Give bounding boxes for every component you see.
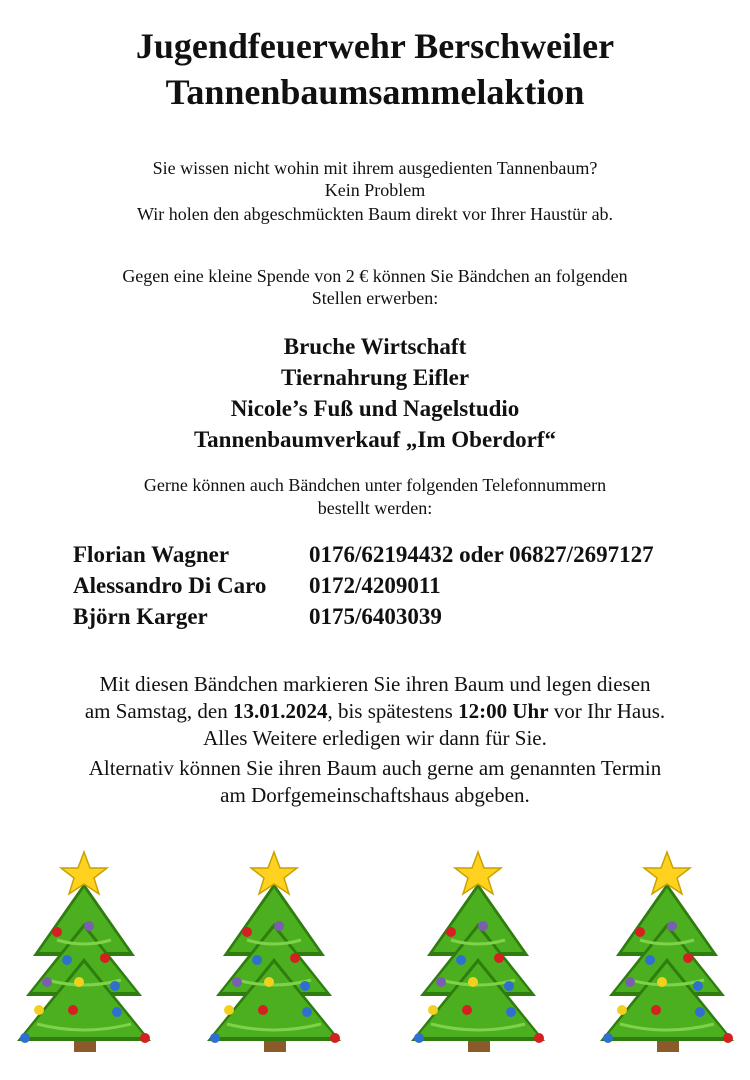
phone-intro-line-2: bestellt werden: xyxy=(317,498,433,518)
intro-line-1: Sie wissen nicht wohin mit ihrem ausgedienten Tannenbaum? xyxy=(152,158,598,178)
page-title: Jugendfeuerwehr Berschweiler xyxy=(135,26,615,66)
donation-line-2: Stellen erwerben: xyxy=(311,288,439,308)
contact-phone: 0172/4209011 xyxy=(309,573,441,598)
contact-name: Alessandro Di Caro xyxy=(73,573,267,598)
page-subtitle: Tannenbaumsammelaktion xyxy=(165,72,585,112)
instructions-text: vor Ihr Haus. xyxy=(548,699,666,723)
instructions-text: am Samstag, den xyxy=(84,699,233,723)
location-item: Tannenbaumverkauf „Im Oberdorf“ xyxy=(193,427,557,452)
location-item: Bruche Wirtschaft xyxy=(283,334,467,359)
donation-line-1: Gegen eine kleine Spende von 2 € können Sie Bändchen an folgenden xyxy=(122,266,628,286)
pickup-date: 13.01.2024 xyxy=(232,699,328,723)
instructions-line-1: Mit diesen Bändchen markieren Sie ihren Baum und legen diesen xyxy=(99,672,651,696)
christmas-tree-icon xyxy=(600,848,735,1058)
location-item: Tiernahrung Eifler xyxy=(280,365,470,390)
intro-line-2: Kein Problem xyxy=(324,180,426,200)
instructions-line-2 xyxy=(0,698,750,725)
contact-phone: 0176/62194432 oder 06827/2697127 xyxy=(309,542,654,567)
instructions-line-5: am Dorfgemeinschaftshaus abgeben. xyxy=(220,783,530,807)
christmas-tree-icon xyxy=(17,848,152,1058)
intro-line-3: Wir holen den abgeschmückten Baum direkt vor Ihrer Haustür ab. xyxy=(136,204,614,224)
phone-intro-line-1: Gerne können auch Bändchen unter folgenden Telefonnummern xyxy=(143,475,607,495)
instructions-line-4: Alternativ können Sie ihren Baum auch gerne am genannten Termin xyxy=(88,756,662,780)
pickup-time: 12:00 Uhr xyxy=(458,699,549,723)
contact-name: Björn Karger xyxy=(73,604,208,629)
instructions-text: , bis spätestens xyxy=(327,699,459,723)
instructions-line-3: Alles Weitere erledigen wir dann für Sie. xyxy=(203,726,547,750)
christmas-tree-icon xyxy=(411,848,546,1058)
location-item: Nicole’s Fuß und Nagelstudio xyxy=(230,396,520,421)
contact-phone: 0175/6403039 xyxy=(309,604,442,629)
contact-name: Florian Wagner xyxy=(73,542,230,567)
christmas-tree-icon xyxy=(207,848,342,1058)
